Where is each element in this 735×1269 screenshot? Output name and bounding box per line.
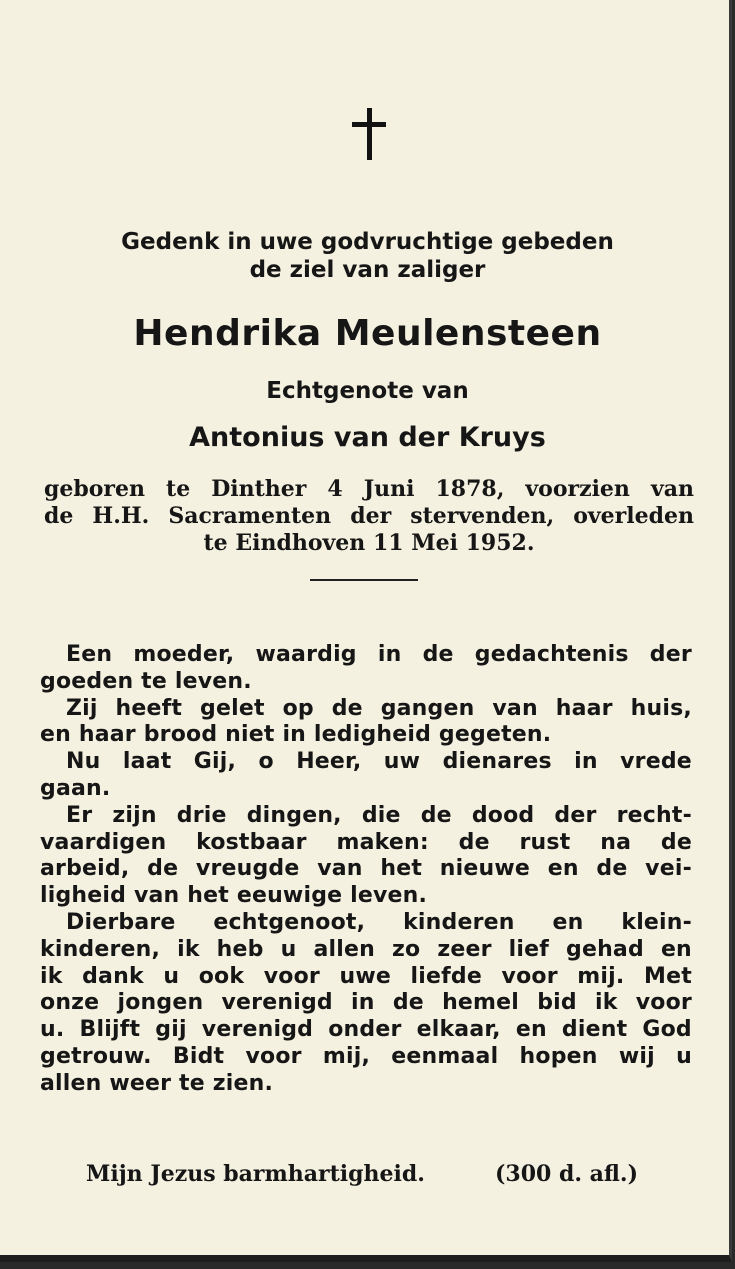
intro-line: de ziel van zaliger: [249, 257, 486, 283]
word: hemel: [442, 990, 520, 1016]
word: Dierbare: [66, 909, 176, 935]
word: dood: [471, 802, 535, 828]
word: vrede: [620, 749, 692, 775]
word: verenigd: [221, 990, 333, 1016]
word: gehad: [566, 936, 644, 962]
word: mij.: [577, 963, 625, 989]
word: verenigd: [201, 1017, 314, 1043]
divider: [310, 579, 418, 581]
word: van: [317, 856, 363, 882]
word: het: [380, 856, 423, 882]
word: 1878,: [435, 476, 505, 502]
verse-line: [40, 642, 692, 669]
word: 4: [327, 476, 343, 502]
word: jongen: [117, 990, 204, 1016]
word: in: [377, 642, 402, 667]
word: kostbaar: [196, 829, 307, 855]
word: drie: [176, 802, 227, 828]
word: Met: [644, 963, 692, 989]
word: en: [660, 936, 692, 962]
word: der: [350, 503, 392, 529]
cross-icon: [352, 108, 386, 160]
verse-line: [40, 910, 692, 937]
word: de: [147, 856, 179, 882]
word: wij: [618, 1043, 655, 1069]
word: bid: [537, 990, 577, 1016]
word: gij: [155, 1017, 187, 1043]
word: nieuwe: [439, 856, 530, 882]
word: stervenden,: [410, 503, 555, 529]
word: heb: [216, 936, 264, 962]
word: kinderen: [403, 909, 515, 935]
verse-line: [40, 856, 692, 883]
word: der: [554, 802, 597, 828]
indulgence-note: (300 d. afl.): [494, 1161, 638, 1187]
word: u.: [40, 1017, 65, 1043]
word: ik: [40, 963, 63, 989]
word: gelet: [200, 695, 265, 721]
word: u: [163, 963, 180, 989]
word: Zij: [66, 695, 98, 721]
word: moeder,: [133, 642, 235, 667]
word: lief: [508, 936, 549, 962]
word: vreugde: [195, 856, 300, 882]
word: o: [258, 749, 274, 775]
word: de: [420, 802, 452, 828]
word: de: [660, 829, 692, 855]
word: en: [552, 909, 584, 935]
spouse-name: Antonius van der Kruys: [189, 422, 546, 453]
word: hopen: [519, 1043, 598, 1069]
word: Een: [66, 642, 113, 667]
word: u: [676, 1043, 692, 1069]
verse-line: en haar brood niet in ledigheid gegeten.: [40, 722, 552, 748]
word: eenmaal: [391, 1043, 499, 1069]
word: Gij,: [193, 749, 237, 775]
word: voor: [263, 963, 320, 989]
word: te: [166, 476, 191, 502]
word: zo: [392, 936, 421, 962]
word: de: [331, 695, 363, 721]
word: liefde: [410, 963, 482, 989]
word: Juni: [363, 476, 415, 502]
intro-line: Gedenk in uwe godvruchtige gebeden: [121, 229, 614, 255]
word: geboren: [44, 476, 146, 502]
word: vei-: [645, 856, 692, 882]
word: dienares: [442, 749, 552, 775]
word: Bidt: [172, 1043, 225, 1069]
word: en: [515, 1017, 547, 1043]
word: getrouw.: [40, 1043, 152, 1069]
life-line: te Eindhoven 11 Mei 1952.: [203, 530, 535, 556]
word: en: [547, 856, 579, 882]
word: dank: [82, 963, 144, 989]
closing-prayer: [86, 1160, 638, 1188]
word: voor: [245, 1043, 302, 1069]
word: zeer: [437, 936, 492, 962]
word: klein-: [621, 909, 692, 935]
word: laat: [122, 749, 172, 775]
word: heeft: [115, 695, 183, 721]
word: Blijft: [79, 1017, 141, 1043]
verse-line: [40, 990, 692, 1017]
verse-line: [40, 937, 692, 964]
verse-line: goeden te leven.: [40, 668, 252, 694]
word: God: [642, 1017, 692, 1043]
deceased-name: Hendrika Meulensteen: [133, 313, 602, 354]
word: uw: [383, 749, 421, 775]
word: ik: [595, 990, 618, 1016]
word: voor: [635, 990, 692, 1016]
word: de: [392, 990, 424, 1016]
word: op: [282, 695, 314, 721]
word: Heer,: [296, 749, 362, 775]
verse-line: [40, 1044, 692, 1071]
word: na: [600, 829, 632, 855]
verse-line: allen weer te zien.: [40, 1070, 274, 1096]
word: gangen: [380, 695, 475, 721]
word: de: [44, 503, 74, 529]
word: der: [649, 642, 692, 667]
word: ook: [198, 963, 245, 989]
word: gedachtenis: [474, 642, 629, 667]
word: Sacramenten: [168, 503, 332, 529]
word: elkaar,: [416, 1017, 501, 1043]
word: echtgenoot,: [213, 909, 366, 935]
spouse-label: Echtgenote van: [266, 378, 469, 404]
word: arbeid,: [40, 856, 130, 882]
word: in: [351, 990, 375, 1016]
verse-line: [40, 830, 692, 857]
verse-line: ligheid van het eeuwige leven.: [40, 883, 428, 909]
word: H.H.: [92, 503, 150, 529]
word: allen: [313, 936, 375, 962]
verse-text: [40, 642, 692, 1098]
word: de: [458, 829, 490, 855]
word: vaardigen: [40, 829, 167, 855]
word: dient: [561, 1017, 628, 1043]
word: mij,: [322, 1043, 371, 1069]
life-details: [44, 476, 694, 557]
word: kinderen,: [40, 936, 161, 962]
word: rust: [519, 829, 571, 855]
word: de: [596, 856, 628, 882]
life-line: [44, 503, 694, 530]
word: overleden: [573, 503, 694, 529]
word: onze: [40, 990, 100, 1016]
word: ik: [177, 936, 200, 962]
word: van: [650, 476, 694, 502]
verse-line: gaan.: [40, 775, 111, 801]
word: Nu: [66, 749, 101, 775]
word: Er: [66, 802, 93, 828]
verse-line: [40, 749, 692, 776]
verse-line: [40, 803, 692, 830]
word: van: [492, 695, 538, 721]
word: die: [361, 802, 401, 828]
intro-text: [0, 228, 735, 284]
word: in: [574, 749, 598, 775]
word: huis,: [630, 695, 692, 721]
verse-line: [40, 1017, 692, 1044]
word: waardig: [255, 642, 357, 667]
life-line: [44, 476, 694, 503]
verse-line: [40, 964, 692, 991]
word: de: [422, 642, 454, 667]
word: voorzien: [525, 476, 630, 502]
word: zijn: [112, 802, 157, 828]
word: voor: [501, 963, 558, 989]
word: maken:: [336, 829, 429, 855]
word: uwe: [339, 963, 392, 989]
word: recht-: [616, 802, 692, 828]
word: onder: [328, 1017, 402, 1043]
word: haar: [555, 695, 613, 721]
word: dingen,: [246, 802, 342, 828]
word: u: [280, 936, 297, 962]
prayer-text: Mijn Jezus barmhartigheid.: [86, 1161, 425, 1187]
word: Dinther: [211, 476, 307, 502]
verse-line: [40, 696, 692, 723]
